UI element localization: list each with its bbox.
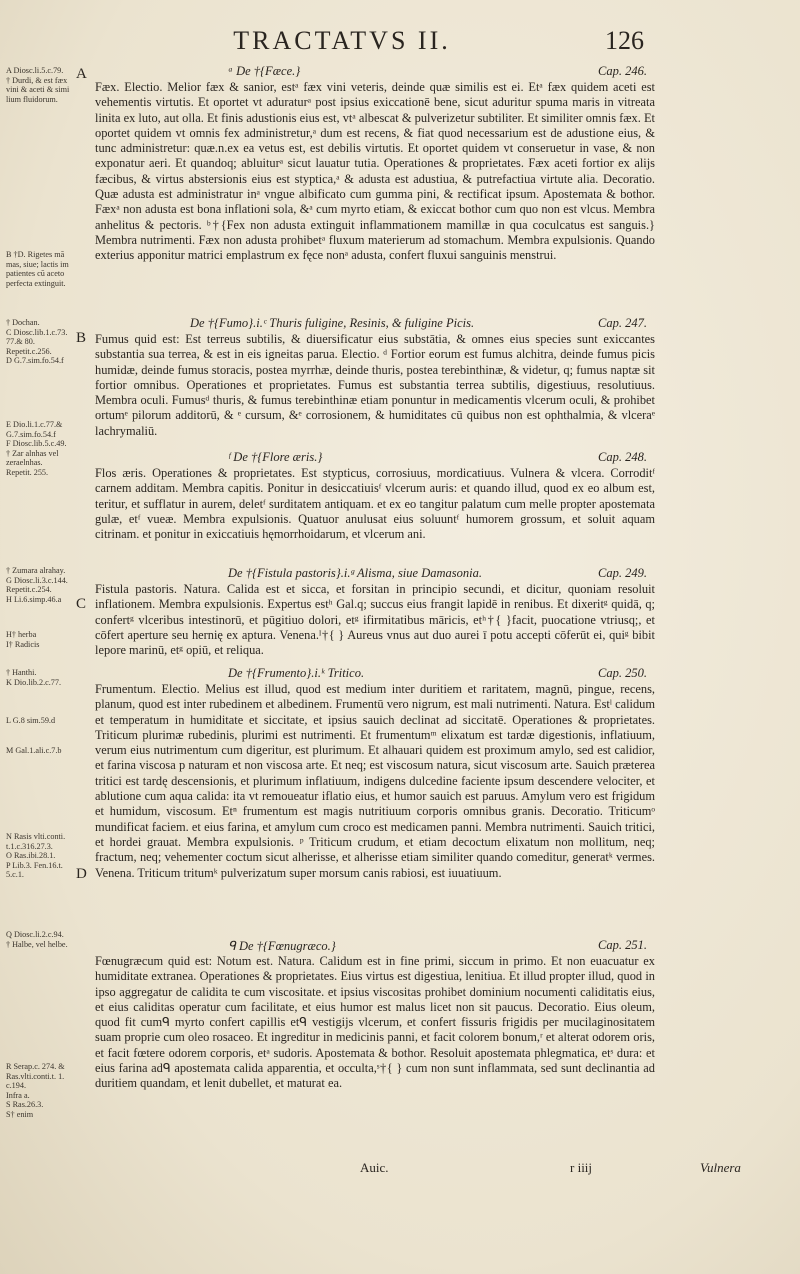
margin-note: M Gal.1.ali.c.7.b	[6, 746, 62, 755]
running-title: TRACTATVS II.	[233, 26, 451, 55]
margin-note: N Rasis vlti.conti. t.1.c.316.27.3. O Ras.ibi.28.1. P Lib.3. Fen.16.t. 5.c.1.	[6, 832, 66, 880]
chapter-text: Fistula pastoris. Natura. Calida est et sicca, et forsitan in principio secundi, et dicitur, quoniam resoluit inflationem. Membra expulsionis. Expertus estʰ Gal.q; succus eius frangit lapidē in renibus. Et dixeritᵍ quidā, q; confertᵍ vlceribus intestinorū, et pūgitiuo dolori, etᵍ ifirmitatibus māricis, etʰ†{ }facit, puocatione vtriusq;, et cōfert aperture seu hernię ex aptura. Venena.ᴵ†{ } Aureus vnus aut duo aurei ī potu accepti cōferūt ei, quiᵍ bibit lepore marinū, etᵍ opiū, et reliqua.	[95, 582, 655, 658]
chapter-number: Cap. 250.	[598, 666, 647, 680]
margin-note: Q Diosc.li.2.c.94. † Halbe, vel helbe.	[6, 930, 68, 949]
chapter-heading: ᑫ De †{Fœnugræco.}	[228, 939, 336, 953]
margin-note: † Dochan. C Diosc.lib.1.c.73. 77.& 80. Repetit.c.256. D G.7.sim.fo.54.f	[6, 318, 68, 366]
catchword-left: Auic.	[360, 1160, 389, 1175]
catchword-right: Vulnera	[700, 1160, 741, 1175]
chapter-text: Fœnugræcum quid est: Notum est. Natura. Calidum est in fine primi, siccum in primo. Et non euacuatur ex humiditate extranea. Operationes & proprietates. Eius virtus est digestiua, lenitiua. Et illud propter illud, quod in ipso aggregatur de calidita te cum viscositate. et ipsius viscositas prohibet dominium nocumenti caliditatis eius, et eius caliditas operatur cum facilitate, et eius humor est malus licet non sit paucus. Decoratio. Eius oleum, quod fit cumᑫ myrto confert capillis etᑫ vestigijs vlcerum, et confert fissuris frigidis per mucilaginositatem suam proprie cum oleo rosaceo. Et ingreditur in medicinis panni, et facit colorem bonum,ʳ et alterat odorem oris, et facit fœtere odorem corporis, etᵃ sudoris. Apostemata & bothor. Resoluit apostemata phlegmatica, etˢ dura: et eius farina adᑫ apostemata calida apparentia, et occulta,ˢ†{ } cum non sunt inflammata, sed sunt declinantia ad duritiem quandam, et lenit dubellet, et maturat ea.	[95, 954, 655, 1091]
chapter-number: Cap. 248.	[598, 450, 647, 464]
chapter-heading: De †{Fistula pastoris}.i.ᵍ Alisma, siue Damasonia.	[228, 566, 482, 580]
margin-note: B †D. Rigetes mā mas, siue; lactis im patientes cū aceto perfecta extinguit.	[6, 250, 69, 288]
chapter-number: Cap. 249.	[598, 566, 647, 580]
margin-note: R Serap.c. 274. & Ras.vlti.conti.t. 1. c.194. Infra a. S Ras.26.3. S† enim	[6, 1062, 65, 1119]
margin-note: L G.8 sim.59.d	[6, 716, 56, 725]
section-letter: B	[76, 330, 87, 346]
section-letter: A	[76, 66, 87, 82]
section-letter: D	[76, 866, 87, 882]
chapter-number: Cap. 251.	[598, 938, 647, 952]
margin-note: † Hanthi. K Dio.lib.2.c.77.	[6, 668, 62, 687]
chapter-heading: ᶠ De †{Flore æris.}	[228, 450, 323, 464]
chapter-text: Flos æris. Operationes & proprietates. Est stypticus, corrosiuus, mordicatiuus. Vulnera & vlcera. Corroditᶠ carnem additam. Membra capitis. Ponitur in desiccatiuisᶠ vlcerum auris: et quando illud, quod ex eo album est, teritur, et sufflatur in aurem, deletᶠ surditatem antiquam. et ex eo tangitur palatum cum melle propter apostemata gulæ, etᶠ vueæ. Membra expulsionis. Quatuor anulusat eius soluuntᶠ humorem grossum, et soluit aquam citrinam. et ponitur in exiccatiuis hęmorrhoidarum, et vlcerum ani.	[95, 466, 655, 542]
margin-note: † Zumara alrahay. G Diosc.li.3.c.144. Repetit.c.254. H Li.6.simp.46.a	[6, 566, 68, 604]
chapter-number: Cap. 247.	[598, 316, 647, 330]
margin-note: A Diosc.li.5.c.79. † Durdi, & est fæx vini & aceti & simi lium fluidorum.	[6, 66, 70, 104]
chapter-heading: De †{Fumo}.i.ᶜ Thuris fuligine, Resinis, & fuligine Picis.	[190, 316, 475, 330]
section-letter: C	[76, 596, 87, 612]
chapter-number: Cap. 246.	[598, 64, 647, 78]
chapter-text: Frumentum. Electio. Melius est illud, quod est medium inter duritiem et raritatem, magnū, pingue, recens, planum, quod est inter rubedinem et albedinem. Frumentū vero nigrum, est mali nutrimenti. Natura. Estˡ calidum et temperatum in humiditate et siccitate, et ipsius sauich declinat ad siccitatē. Operationes & proprietates. Triticum plurimæ rubedinis, plurimi est nutrimenti. Et frumentumᵐ elixatum est tardæ digestionis, inflatiuum, verum eius nutrimentum cum digeritur, est plurimum. Et alhauari quidem est proximum amylo, sed est calidior, et farina viscosa p naturam et non viscosa arte. Et neq; est viscosum natura, sicut viscosum arte. Sauich præterea tritici est tardę descensionis, et plurimum inflatiuum, indigens dulcedine faciente ipsum descendere velociter, et ablutione cum aqua calida: ita vt remoueatur iflatio eius, et humor sauich est paruus. Amylum vero est frigidum et humidum, viscosum. Etⁿ frumentum est magis nutritiuum corporis omnibus granis. Decoratio. Triticumᵒ mundificat faciem. et eius farina, et amylum cum croco est medicamen panni. Membra nutrimenti. Sauich tritici, et hordei grauat. Membra expulsionis. ᵖ Triticum crudum, et etiam decoctum elixatum non mollitum, neq; fractum, neq; vehementer coctum sicut alherisse, et alherisse etiam similiter quando comeditur, generatᵏ vermes. Venena. Triticum tritumᵏ pulverizatum super morsum canis rabiosi, est iuuatiuum.	[95, 682, 655, 880]
margin-note: E Dio.li.1.c.77.& G.7.sim.fo.54.f F Diosc.lib.5.c.49. † Zar alnhas vel zeraelnhas. Repetit. 255.	[6, 420, 67, 477]
chapter-text: Fumus quid est: Est terreus subtilis, & diuersificatur eius substātia, & omnes eius species sunt exiccantes substantia sua terrea, & est in eis igneitas parua. Electio. ᵈ Fortior eorum est fumus alchitra, deinde fumus picis humidæ, deinde fumus storacis, postea myrrhæ, deinde thuris, postea terebinthinæ, & videtur, q; fumus naptæ sit fortior omnibus. Operationes et proprietates. Fumus est substantia terrea subtilis, digestiuus, resolutiuus. Membra oculi. Fumusᵈ thuris, & fumus terebinthinæ etiam ponuntur in medicamentis vlcerum oculi, & prohibet ortumᵉ pilorum additorū, & ᵉ cursum, &ᵉ corrosionem, & humiditates cū quibus non est ophthalmia, & vlceraᵉ lachrymaliū.	[95, 332, 655, 438]
page-number: 126	[605, 26, 644, 55]
chapter-heading: ᵃ De †{Fæce.}	[228, 64, 301, 78]
margin-note: H† herba I† Radicis	[6, 630, 40, 649]
signature-mark: r iiij	[570, 1160, 593, 1175]
chapter-text: Fæx. Electio. Melior fæx & sanior, estᵃ fæx vini veteris, deinde quæ similis est ei. Etᵃ fæx quidem aceti est vehementis virtutis. Et oportet vt aduraturᵃ post ipsius exiccationē bene, sicut aduritur spuma maris in vitreata linita ex luto, aut olla. Et finis adustionis eius est, vtᵃ albescat & pulverizetur subtiliter. Et similiter omnis fæx. Et oportet quidem vt omnis fex administretur,ᵃ dum est recens, & fiat quod necessarium est de adustione eius, & tunc administretur: quæ.n.ex ea vetus est, est debilis virtutis. Et oportet quidem vt conseruetur in vase, & non exponatur aeri. Et quandoq; abluiturᵃ sicut lauatur tutia. Operationes & proprietates. Fæx aceti fortior ex alijs fæcibus, & virtus abstersionis eius est styptica,ᵃ & adusta est adustiua, & putrefactiua virtute alia. Decoratio. Quæ adusta est administratur inᵃ vngue albificato cum gumma pini, & rectificat ipsum. Apostemata & bothor. Fæxᵃ non adusta est bona inflationi sola, &ᵃ cum myrto etiam, & exiccat bothor cum quo non est vlcus. Membra anhelitus & pectoris. ᵇ†{Fex non adusta extinguit inflammationem mamillæ in qua coculcatus est sanguis.} Membra nutrimenti. Fæx non adusta prohibetᵃ fluxum materierum ad stomachum. Membra expulsionis. Quando exterius apponitur matrici emplastrum ex fęce nonᵃ adusta, confert fluxui sanguinis menstrui.	[95, 80, 655, 263]
chapter-heading: De †{Frumento}.i.ᵏ Tritico.	[228, 666, 365, 680]
